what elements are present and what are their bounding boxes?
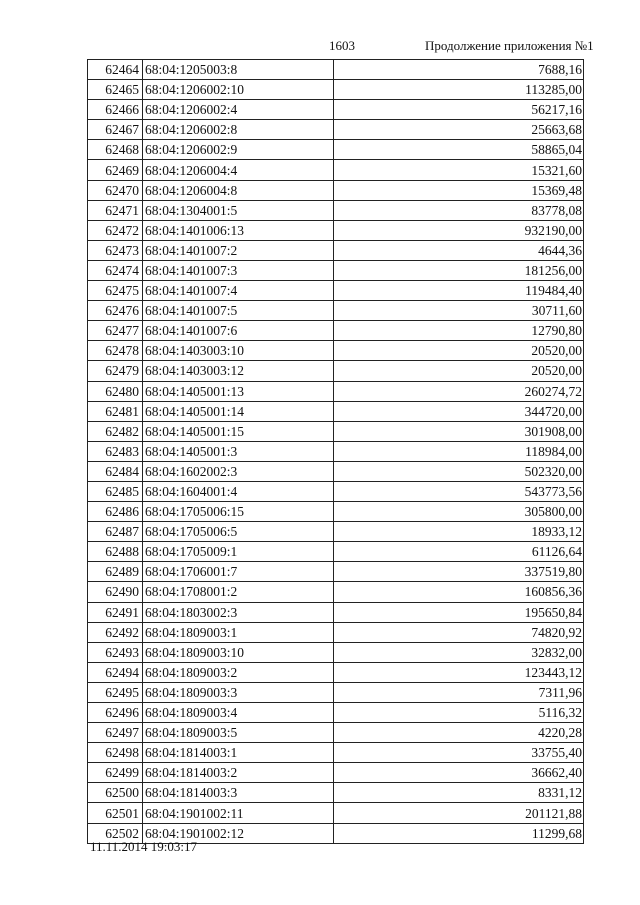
cadastral-number-cell: 68:04:1814003:3: [143, 783, 334, 803]
table-row: [88, 703, 584, 723]
row-number-cell: 62496: [88, 703, 143, 723]
page-number: 1603: [329, 38, 355, 53]
table-row: [88, 642, 584, 662]
table-body: [88, 60, 584, 844]
table-row: [88, 562, 584, 582]
table-row: [88, 421, 584, 441]
cadastral-value-cell: 74820,92: [334, 622, 584, 642]
table-row: [88, 461, 584, 481]
table-row: [88, 361, 584, 381]
cadastral-number-cell: 68:04:1901002:11: [143, 803, 334, 823]
row-number-cell: 62488: [88, 542, 143, 562]
cadastral-value-cell: 20520,00: [334, 361, 584, 381]
table-row: [88, 622, 584, 642]
cadastral-value-cell: 20520,00: [334, 341, 584, 361]
row-number-cell: 62483: [88, 441, 143, 461]
cadastral-value-cell: 160856,36: [334, 582, 584, 602]
table-row: [88, 481, 584, 501]
cadastral-number-cell: 68:04:1405001:13: [143, 381, 334, 401]
table-row: [88, 602, 584, 622]
cadastral-value-cell: 32832,00: [334, 642, 584, 662]
cadastral-value-cell: 36662,40: [334, 763, 584, 783]
footer-timestamp: 11.11.2014 19:03:17: [90, 839, 198, 854]
row-number-cell: 62501: [88, 803, 143, 823]
table-row: [88, 803, 584, 823]
cadastral-value-cell: 301908,00: [334, 421, 584, 441]
cadastral-number-cell: 68:04:1604001:4: [143, 481, 334, 501]
table-row: [88, 723, 584, 743]
cadastral-number-cell: 68:04:1206004:4: [143, 160, 334, 180]
cadastral-value-cell: 15369,48: [334, 180, 584, 200]
row-number-cell: 62494: [88, 662, 143, 682]
cadastral-number-cell: 68:04:1401007:2: [143, 240, 334, 260]
table-row: [88, 582, 584, 602]
cadastral-number-cell: 68:04:1405001:15: [143, 421, 334, 441]
cadastral-value-cell: 83778,08: [334, 200, 584, 220]
cadastral-value-cell: 123443,12: [334, 662, 584, 682]
row-number-cell: 62467: [88, 120, 143, 140]
cadastral-value-cell: 56217,16: [334, 100, 584, 120]
cadastral-value-cell: 502320,00: [334, 461, 584, 481]
cadastral-number-cell: 68:04:1304001:5: [143, 200, 334, 220]
table-row: [88, 662, 584, 682]
cadastral-value-cell: 113285,00: [334, 80, 584, 100]
row-number-cell: 62475: [88, 281, 143, 301]
cadastral-value-cell: 181256,00: [334, 260, 584, 280]
cadastral-number-cell: 68:04:1403003:10: [143, 341, 334, 361]
cadastral-number-cell: 68:04:1706001:7: [143, 562, 334, 582]
row-number-cell: 62473: [88, 240, 143, 260]
table-row: [88, 522, 584, 542]
row-number-cell: 62495: [88, 682, 143, 702]
cadastral-number-cell: 68:04:1401007:4: [143, 281, 334, 301]
cadastral-value-cell: 119484,40: [334, 281, 584, 301]
row-number-cell: 62491: [88, 602, 143, 622]
cadastral-number-cell: 68:04:1206002:10: [143, 80, 334, 100]
row-number-cell: 62500: [88, 783, 143, 803]
cadastral-number-cell: 68:04:1809003:3: [143, 682, 334, 702]
cadastral-value-cell: 7311,96: [334, 682, 584, 702]
cadastral-number-cell: 68:04:1809003:4: [143, 703, 334, 723]
cadastral-number-cell: 68:04:1705006:15: [143, 502, 334, 522]
cadastral-number-cell: 68:04:1809003:2: [143, 662, 334, 682]
cadastral-value-cell: 11299,68: [334, 823, 584, 843]
table-row: [88, 783, 584, 803]
cadastral-value-cell: 30711,60: [334, 301, 584, 321]
table-row: [88, 763, 584, 783]
row-number-cell: 62489: [88, 562, 143, 582]
table-row: [88, 100, 584, 120]
cadastral-value-cell: 18933,12: [334, 522, 584, 542]
cadastral-value-cell: 195650,84: [334, 602, 584, 622]
table-row: [88, 60, 584, 80]
cadastral-number-cell: 68:04:1814003:1: [143, 743, 334, 763]
row-number-cell: 62471: [88, 200, 143, 220]
table-row: [88, 260, 584, 280]
table-row: [88, 281, 584, 301]
cadastral-value-cell: 118984,00: [334, 441, 584, 461]
cadastral-number-cell: 68:04:1401007:5: [143, 301, 334, 321]
cadastral-number-cell: 68:04:1708001:2: [143, 582, 334, 602]
row-number-cell: 62493: [88, 642, 143, 662]
row-number-cell: 62479: [88, 361, 143, 381]
table-row: [88, 441, 584, 461]
cadastral-number-cell: 68:04:1401007:6: [143, 321, 334, 341]
row-number-cell: 62477: [88, 321, 143, 341]
cadastral-number-cell: 68:04:1401006:13: [143, 220, 334, 240]
cadastral-value-cell: 7688,16: [334, 60, 584, 80]
cadastral-number-cell: 68:04:1206002:9: [143, 140, 334, 160]
row-number-cell: 62499: [88, 763, 143, 783]
row-number-cell: 62497: [88, 723, 143, 743]
cadastral-value-cell: 201121,88: [334, 803, 584, 823]
cadastral-number-cell: 68:04:1205003:8: [143, 60, 334, 80]
cadastral-number-cell: 68:04:1206002:8: [143, 120, 334, 140]
row-number-cell: 62472: [88, 220, 143, 240]
table-row: [88, 321, 584, 341]
cadastral-number-cell: 68:04:1206002:4: [143, 100, 334, 120]
data-table-container: [87, 59, 584, 844]
cadastral-value-cell: 5116,32: [334, 703, 584, 723]
cadastral-number-cell: 68:04:1602002:3: [143, 461, 334, 481]
cadastral-value-table: [87, 59, 584, 844]
cadastral-value-cell: 305800,00: [334, 502, 584, 522]
cadastral-value-cell: 58865,04: [334, 140, 584, 160]
table-row: [88, 743, 584, 763]
cadastral-number-cell: 68:04:1405001:14: [143, 401, 334, 421]
table-row: [88, 140, 584, 160]
cadastral-number-cell: 68:04:1705009:1: [143, 542, 334, 562]
cadastral-number-cell: 68:04:1809003:1: [143, 622, 334, 642]
cadastral-value-cell: 8331,12: [334, 783, 584, 803]
table-row: [88, 200, 584, 220]
table-row: [88, 180, 584, 200]
row-number-cell: 62498: [88, 743, 143, 763]
table-row: [88, 381, 584, 401]
cadastral-number-cell: 68:04:1814003:2: [143, 763, 334, 783]
row-number-cell: 62480: [88, 381, 143, 401]
row-number-cell: 62468: [88, 140, 143, 160]
table-row: [88, 240, 584, 260]
cadastral-value-cell: 12790,80: [334, 321, 584, 341]
table-row: [88, 542, 584, 562]
row-number-cell: 62465: [88, 80, 143, 100]
row-number-cell: 62466: [88, 100, 143, 120]
cadastral-number-cell: 68:04:1405001:3: [143, 441, 334, 461]
cadastral-value-cell: 344720,00: [334, 401, 584, 421]
cadastral-number-cell: 68:04:1901002:12: [143, 823, 334, 843]
cadastral-number-cell: 68:04:1206004:8: [143, 180, 334, 200]
row-number-cell: 62484: [88, 461, 143, 481]
cadastral-number-cell: 68:04:1401007:3: [143, 260, 334, 280]
row-number-cell: 62485: [88, 481, 143, 501]
cadastral-value-cell: 61126,64: [334, 542, 584, 562]
row-number-cell: 62464: [88, 60, 143, 80]
row-number-cell: 62469: [88, 160, 143, 180]
row-number-cell: 62486: [88, 502, 143, 522]
cadastral-value-cell: 4220,28: [334, 723, 584, 743]
table-row: [88, 120, 584, 140]
cadastral-number-cell: 68:04:1803002:3: [143, 602, 334, 622]
cadastral-value-cell: 337519,80: [334, 562, 584, 582]
table-row: [88, 80, 584, 100]
row-number-cell: 62492: [88, 622, 143, 642]
cadastral-value-cell: 33755,40: [334, 743, 584, 763]
row-number-cell: 62478: [88, 341, 143, 361]
table-row: [88, 220, 584, 240]
cadastral-value-cell: 15321,60: [334, 160, 584, 180]
cadastral-value-cell: 25663,68: [334, 120, 584, 140]
row-number-cell: 62482: [88, 421, 143, 441]
row-number-cell: 62481: [88, 401, 143, 421]
cadastral-number-cell: 68:04:1403003:12: [143, 361, 334, 381]
row-number-cell: 62470: [88, 180, 143, 200]
row-number-cell: 62474: [88, 260, 143, 280]
cadastral-value-cell: 4644,36: [334, 240, 584, 260]
cadastral-number-cell: 68:04:1809003:5: [143, 723, 334, 743]
cadastral-number-cell: 68:04:1809003:10: [143, 642, 334, 662]
row-number-cell: 62487: [88, 522, 143, 542]
table-row: [88, 502, 584, 522]
appendix-title: Продолжение приложения №1: [425, 38, 594, 53]
cadastral-number-cell: 68:04:1705006:5: [143, 522, 334, 542]
table-row: [88, 160, 584, 180]
table-row: [88, 341, 584, 361]
row-number-cell: 62490: [88, 582, 143, 602]
table-row: [88, 301, 584, 321]
cadastral-value-cell: 543773,56: [334, 481, 584, 501]
cadastral-value-cell: 932190,00: [334, 220, 584, 240]
table-row: [88, 682, 584, 702]
row-number-cell: 62476: [88, 301, 143, 321]
cadastral-value-cell: 260274,72: [334, 381, 584, 401]
row-number-cell: 62502: [88, 823, 143, 843]
table-row: [88, 401, 584, 421]
